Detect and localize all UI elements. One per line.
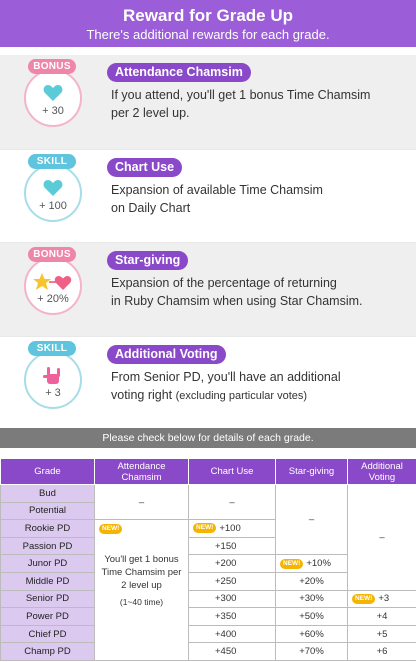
- table-row: [1, 485, 416, 503]
- reward-value: + 3: [45, 387, 61, 399]
- chart-use-cell: +150: [189, 537, 276, 555]
- attendance-cell: –: [95, 485, 189, 520]
- voting-cell: +4: [348, 608, 416, 626]
- description-line: Expansion of the percentage of returning: [111, 276, 337, 290]
- grade-cell: Champ PD: [1, 643, 95, 661]
- new-badge: NEW!: [280, 559, 303, 569]
- voting-cell: +5: [348, 625, 416, 643]
- heart-icon: [43, 179, 63, 202]
- description-line: If you attend, you'll get 1 bonus Time Chamsim: [111, 88, 371, 102]
- grade-cell: Potential: [1, 502, 95, 520]
- reward-card-star-giving: [0, 243, 416, 337]
- column-header-attendance: Attendance Chamsim: [95, 459, 189, 485]
- header-banner: [0, 0, 416, 47]
- grade-cell: Passion PD: [1, 537, 95, 555]
- reward-title: Additional Voting: [107, 345, 226, 364]
- reward-description: [111, 274, 411, 310]
- star-giving-cell: –: [276, 485, 348, 555]
- description-text: voting right: [111, 388, 173, 402]
- star-giving-cell: +50%: [276, 608, 348, 626]
- voting-value: +3: [378, 593, 390, 605]
- bonus-badge: BONUS: [28, 59, 76, 74]
- table-header-row: [1, 459, 416, 485]
- chart-use-cell: +400: [189, 625, 276, 643]
- chart-use-cell: +200: [189, 555, 276, 573]
- reward-card-additional-voting: [0, 336, 416, 430]
- reward-description: [111, 368, 411, 405]
- reward-value: + 30: [42, 105, 64, 117]
- attendance-text: You'll get 1 bonus Time Chamsim per 2 level up: [101, 554, 182, 592]
- column-header-chart-use: Chart Use: [189, 459, 276, 485]
- chart-use-cell: [189, 520, 276, 538]
- skill-badge: SKILL: [28, 341, 76, 356]
- reward-value: + 100: [39, 200, 67, 212]
- star-giving-cell: +20%: [276, 572, 348, 590]
- grade-cell: Senior PD: [1, 590, 95, 608]
- chart-use-cell: +300: [189, 590, 276, 608]
- reward-title: Attendance Chamsim: [107, 63, 251, 82]
- table-row: [1, 643, 416, 661]
- description-line: [111, 386, 411, 405]
- details-banner: Please check below for details of each grade.: [0, 428, 416, 448]
- attendance-merged-cell: [95, 520, 189, 661]
- reward-circle: [24, 351, 82, 409]
- star-giving-cell: +30%: [276, 590, 348, 608]
- column-header-star-giving: Star-giving: [276, 459, 348, 485]
- description-line: From Senior PD, you'll have an additional: [111, 370, 341, 384]
- star-giving-cell: +60%: [276, 625, 348, 643]
- grade-cell: Chief PD: [1, 625, 95, 643]
- description-line: on Daily Chart: [111, 201, 191, 215]
- chart-use-cell: +450: [189, 643, 276, 661]
- reward-circle: [24, 257, 82, 315]
- reward-title: Star-giving: [107, 251, 188, 270]
- voting-cell: [348, 590, 416, 608]
- reward-card-attendance: [0, 55, 416, 149]
- chart-use-cell: +250: [189, 572, 276, 590]
- star-giving-cell: [276, 555, 348, 573]
- chart-use-cell: –: [189, 485, 276, 520]
- chart-use-cell: +350: [189, 608, 276, 626]
- reward-card-chart-use: [0, 149, 416, 243]
- page-subtitle: There's additional rewards for each grade.: [86, 27, 330, 42]
- reward-description: [111, 181, 411, 217]
- table-row: [1, 608, 416, 626]
- chart-use-value: +100: [219, 522, 241, 534]
- heart-icon: [43, 84, 63, 107]
- grade-cell: Power PD: [1, 608, 95, 626]
- reward-value: + 20%: [37, 293, 69, 305]
- grade-cell: Junor PD: [1, 555, 95, 573]
- voting-cell: –: [348, 485, 416, 591]
- new-badge: NEW!: [352, 594, 375, 604]
- column-header-voting: Additional Voting: [348, 459, 416, 485]
- description-line: per 2 level up.: [111, 106, 190, 120]
- description-line: in Ruby Chamsim when using Star Chamsim.: [111, 294, 363, 308]
- attendance-range: (1~40 time): [119, 597, 164, 608]
- grade-cell: Middle PD: [1, 572, 95, 590]
- description-note: (excluding particular votes): [175, 390, 308, 402]
- column-header-grade: Grade: [1, 459, 95, 485]
- page-title: Reward for Grade Up: [122, 6, 294, 25]
- star-giving-value: +10%: [306, 558, 331, 570]
- bonus-badge: BONUS: [28, 247, 76, 262]
- reward-title: Chart Use: [107, 158, 182, 177]
- star-giving-cell: +70%: [276, 643, 348, 661]
- new-badge: NEW!: [193, 523, 216, 533]
- table-row: [1, 590, 416, 608]
- reward-circle: [24, 164, 82, 222]
- reward-circle: [24, 69, 82, 127]
- grade-cell: Bud: [1, 485, 95, 503]
- skill-badge: SKILL: [28, 154, 76, 169]
- reward-description: [111, 86, 411, 122]
- new-badge: NEW!: [99, 524, 122, 534]
- table-row: [1, 625, 416, 643]
- grade-reward-table: [0, 458, 416, 661]
- voting-cell: +6: [348, 643, 416, 661]
- grade-cell: Rookie PD: [1, 520, 95, 538]
- description-line: Expansion of available Time Chamsim: [111, 183, 323, 197]
